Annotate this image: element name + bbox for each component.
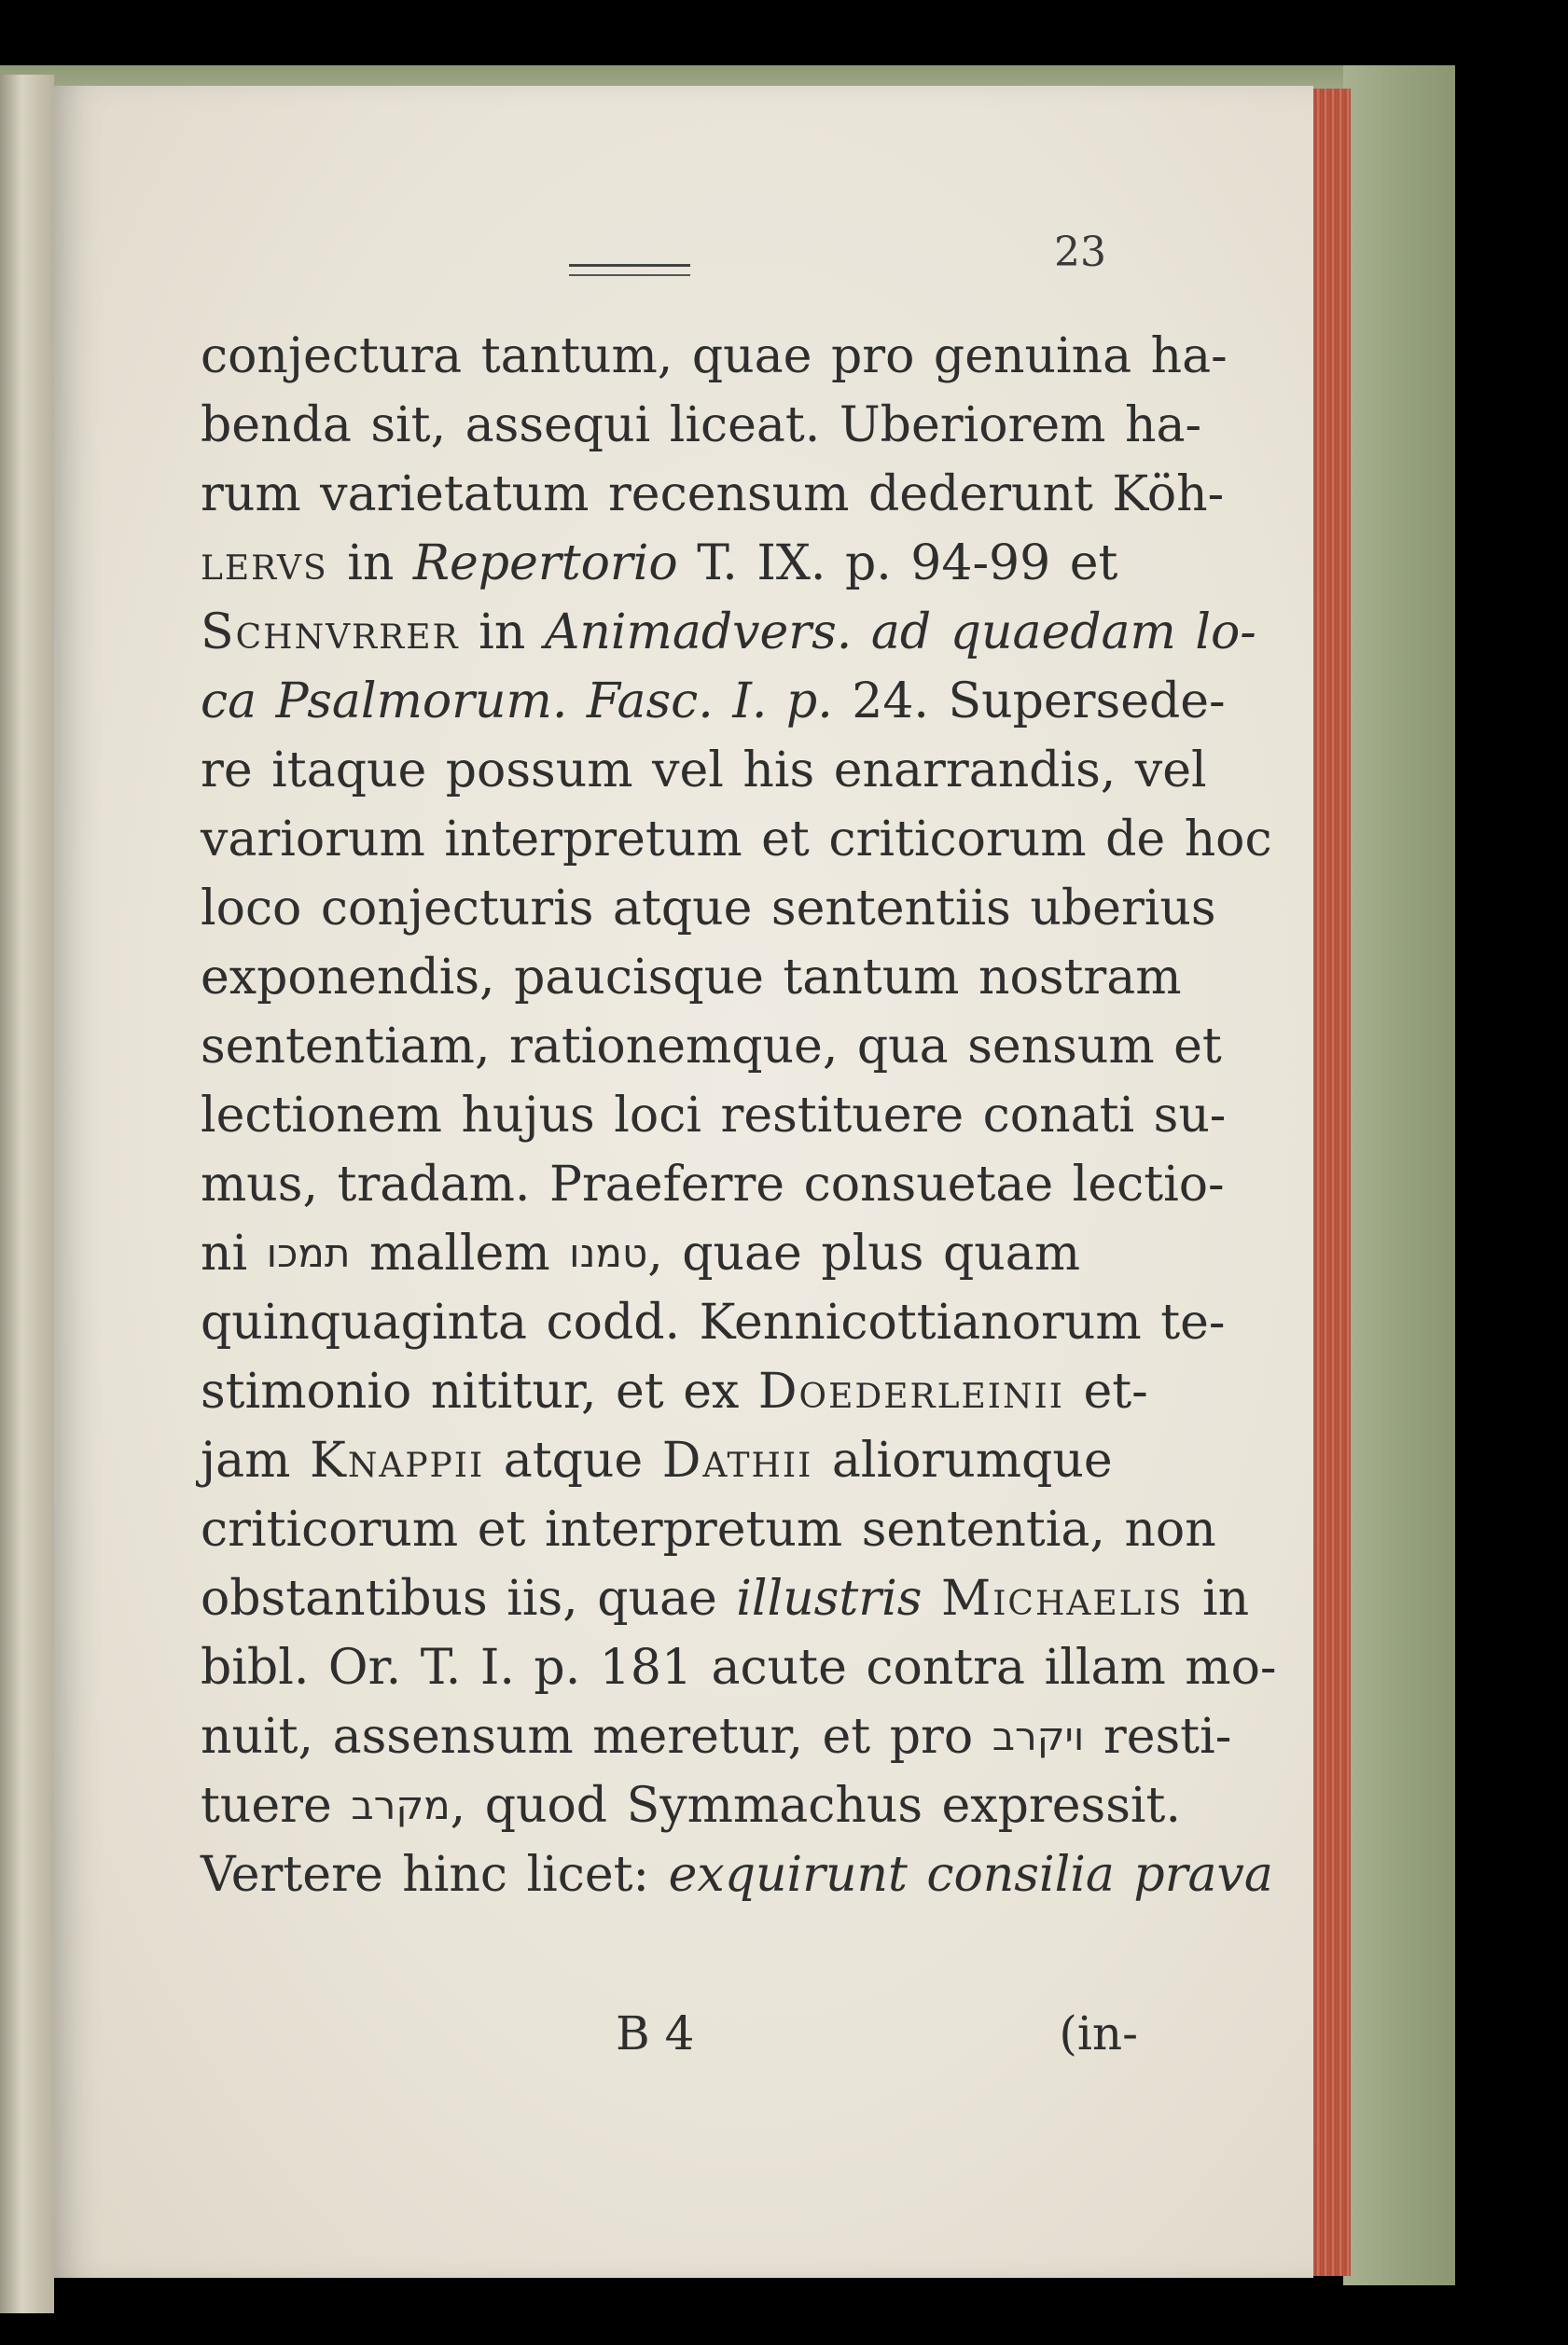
text-line: tuere מקרב , quod Symmachus expressit. <box>201 1771 1138 1840</box>
text-line: bibl. Or. T. I. p. 181 acute contra illam mo- <box>201 1640 1277 1696</box>
author-name: Doederleinii <box>757 1364 1064 1420</box>
text-line: lervs in Repertorio T. IX. p. 94-99 et <box>201 529 1138 598</box>
work-title: Repertorio <box>412 535 678 591</box>
text-line: stimonio nititur, et ex Doederleinii et- <box>201 1357 1138 1426</box>
page-footer <box>201 2001 1138 2066</box>
text-line: loco conjecturis atque sententiis uberius <box>201 881 1216 937</box>
text-line: obstantibus iis, quae illustris Michaelis in <box>201 1564 1138 1633</box>
emphasis: exquirunt consilia prava <box>668 1847 1273 1903</box>
text-line: criticorum et interpretum sententia, non <box>201 1502 1216 1558</box>
work-title: ca Psalmorum. Fasc. I. p. <box>201 673 833 729</box>
book-cover-right <box>1343 65 1455 2285</box>
text-line: exponendis, paucisque tantum nostram <box>201 950 1182 1006</box>
author-name: Dathii <box>661 1433 813 1489</box>
text-line: ca Psalmorum. Fasc. I. p. 24. Supersede- <box>201 667 1138 736</box>
text-line: benda sit, assequi liceat. Uberiorem ha- <box>201 397 1202 453</box>
facing-page-edge <box>0 75 54 2313</box>
page-number: 23 <box>1054 229 1106 276</box>
catchword: (in- <box>1059 2006 1138 2061</box>
text-line: mus, tradam. Praeferre consuetae lectio- <box>201 1157 1225 1213</box>
hebrew-word: טמנו <box>569 1230 648 1276</box>
text-line: quinquaginta codd. Kennicottianorum te- <box>201 1295 1226 1351</box>
header-rule <box>569 264 690 276</box>
text-line: nuit, assensum meretur, et pro ויקרב resti- <box>201 1702 1138 1771</box>
text-line: Vertere hinc licet: exquirunt consilia prava <box>201 1840 1138 1909</box>
author-name: Michaelis <box>940 1571 1184 1627</box>
signature-mark: B 4 <box>616 2006 695 2061</box>
text-line: ni תמכו mallem טמנו , quae plus quam <box>201 1219 1138 1288</box>
text-line: re itaque possum vel his enarrandis, vel <box>201 742 1207 798</box>
text-line: jam Knappii atque Dathii aliorumque <box>201 1426 1138 1495</box>
author-name: lervs <box>201 535 328 591</box>
text-line: sententiam, rationemque, qua sensum et <box>201 1019 1222 1075</box>
text-line: Schnvrrer in Animadvers. ad quaedam lo- <box>201 598 1138 667</box>
author-name: Knappii <box>309 1433 485 1489</box>
hebrew-word: ויקרב <box>992 1714 1085 1759</box>
text-line: rum varietatum recensum dederunt Köh- <box>201 466 1225 522</box>
text-line: variorum interpretum et criticorum de hoc <box>201 812 1272 867</box>
text-line: conjectura tantum, quae pro genuina ha- <box>201 328 1228 384</box>
emphasis: illustris <box>736 1571 923 1627</box>
hebrew-word: מקרב <box>351 1783 451 1828</box>
hebrew-word: תמכו <box>266 1230 351 1276</box>
text-line: lectionem hujus loci restituere conati su- <box>201 1088 1227 1144</box>
body-text <box>201 322 1277 1909</box>
work-title: Animadvers. ad quaedam lo- <box>544 604 1256 660</box>
author-name: Schnvrrer <box>201 604 460 660</box>
